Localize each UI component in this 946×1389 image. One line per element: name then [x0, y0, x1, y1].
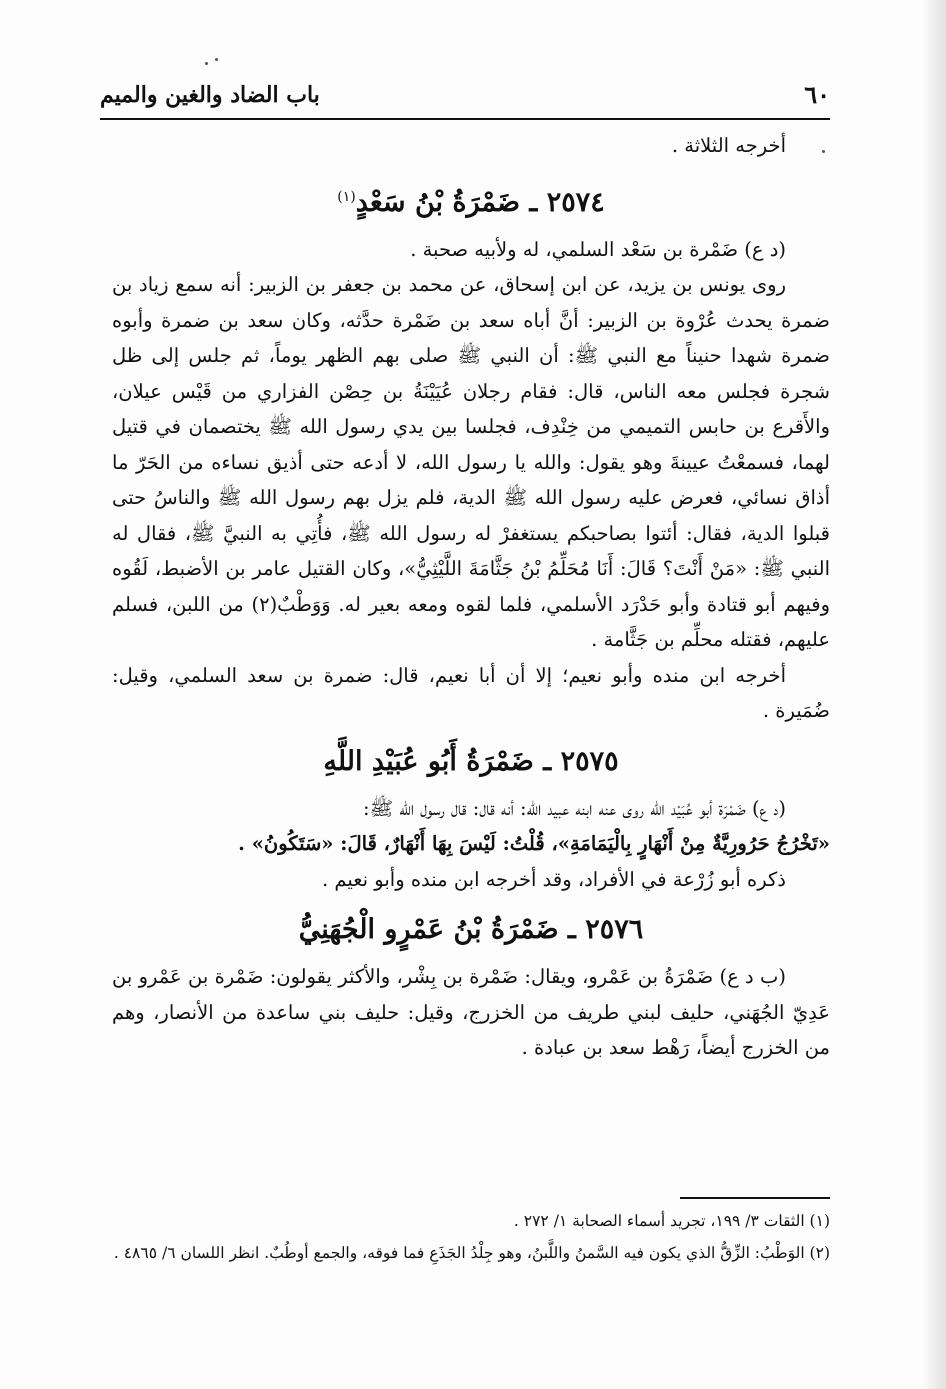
entry-heading-2576	[112, 907, 830, 953]
entry-paragraph: (ب د ع) ضَمْرَةُ بن عَمْرو، ويقال: ضَمْرة بن بِشْر، والأكثر يقولون: ضَمْرة بن عَمْرو بن عَدِيّ الجُهَني، حليف لبني طريف من الخزرج، وقيل: حليف بني ساعدة من الأنصار، وهم من الخزرج أيضاً، رَهْط سعد بن عبادة .	[112, 965, 830, 1059]
entry-paragraph: (د ع) ضَمْرة بن سَعْد السلمي، له ولأبيه صحبة .	[410, 237, 786, 261]
scan-edge-shadow	[920, 0, 946, 1389]
page-number: ٦٠	[804, 80, 830, 109]
footnotes	[112, 1206, 830, 1270]
running-title: باب الضاد والغين والميم	[100, 82, 320, 108]
footnote-marker: (١)	[337, 188, 356, 205]
scan-speck	[205, 62, 208, 65]
entry-heading-2574	[112, 174, 830, 226]
header-rule	[100, 118, 830, 120]
entry-heading-2575	[112, 739, 830, 785]
entry-title: ٢٥٧٥ ـ ضَمْرَةُ أَبُو عُبَيْدِ اللَّهِ	[323, 745, 619, 777]
footnote-1: (١) الثقات ٣/ ١٩٩، تجريد أسماء الصحابة ١/ ٢٧٢ .	[513, 1212, 830, 1230]
entry-paragraph: (د ع) ضَمْرَة أبو عُبَيْد اللّه روى عنه ابنه عبيد اللّه: أنه قال: قال رسول الله ﷺ:	[363, 796, 786, 820]
entry-paragraph: أخرجه ابن منده وأبو نعيم؛ إلا أن أبا نعيم، قال: ضمرة بن سعد السلمي، وقيل: ضُمَيرة .	[112, 663, 830, 722]
entry-paragraph: روى يونس بن يزيد، عن ابن إسحاق، عن محمد بن جعفر بن الزبير: أنه سمع زياد بن ضمرة يحدث عُرْوة بن الزبير: أنَّ أباه سعد بن ضَمْرة حدَّثه، وكان سعد بن ضمرة وأبوه ضمرة شهدا حنيناً مع النبي ﷺ: أن النبي ﷺ صلى بهم الظهر يوماً، ثم جلس إلى ظل شجرة فجلس معه الناس، قال: فقام رجلان عُيَيْنَةُ بن حِصْن الفزاري من قَيْس عيلان، والأَقرع بن حابس التميمي من خِنْدِف، فجلسا بين يدي رسول الله ﷺ يختصمان في قتيل لهما، فسمعْتُ عيينةَ وهو يقول: والله يا رسول الله، لا أدعه حتى أذيق نساءه من الحَرّ ما أذاق نسائي، فعرض عليه رسول الله ﷺ الدية، فلم يزل بهم رسول الله ﷺ والناسُ حتى قبلوا الدية، فقال: أئتوا بصاحبكم يستغفرْ له رسول الله ﷺ، فأُتِي به النبيَّ ﷺ، فقال له النبي ﷺ: «مَنْ أَنْتَ؟ قَالَ: أَنَا مُحَلِّمُ بْنُ جَثَّامَةَ اللَّيْثِيُّ»، وكان القتيل عامر بن الأضبط، لَقُوه وفيهم أبو قتادة وأبو حَدْرَد الأسلمي، فلما لقوه ومعه بعير له. وَوَطْبٌ(٢) من اللبن، فسلم عليهم، فقتله محلِّم بن جَثَّامة .	[112, 273, 830, 651]
hadith-quote: «تَخْرُجُ حَرُورِيَّةٌ مِنْ أَنْهَارٍ بِالْيَمَامَةِ»، قُلْتُ: لَيْسَ بِهَا أَنْهَارٌ، قَالَ: «سَتَكُونُ» .	[238, 832, 830, 855]
scan-speck	[215, 58, 218, 61]
main-text	[112, 128, 830, 1066]
entry-title: ٢٥٧٤ ـ ضَمْرَةُ بْنُ سَعْدٍ	[355, 186, 605, 218]
intro-line: أخرجه الثلاثة .	[671, 134, 786, 157]
footnote-rule	[680, 1197, 830, 1199]
entry-paragraph: ذكره أبو زُرْعة في الأفراد، وقد أخرجه ابن منده وأبو نعيم .	[322, 867, 786, 891]
entry-title: ٢٥٧٦ ـ ضَمْرَةُ بْنُ عَمْرٍو الْجُهَنِيُّ	[298, 914, 644, 945]
page-header	[100, 80, 830, 114]
footnote-2: (٢) الوَطْبُ: الزِّقُّ الذي يكون فيه السَّمنُ واللَّبنُ، وهو جِلْدُ الجَذَعِ فما فوقه، والجمع أوطُبٌ. انظر اللسان ٦/ ٤٨٦٥ .	[113, 1244, 830, 1262]
